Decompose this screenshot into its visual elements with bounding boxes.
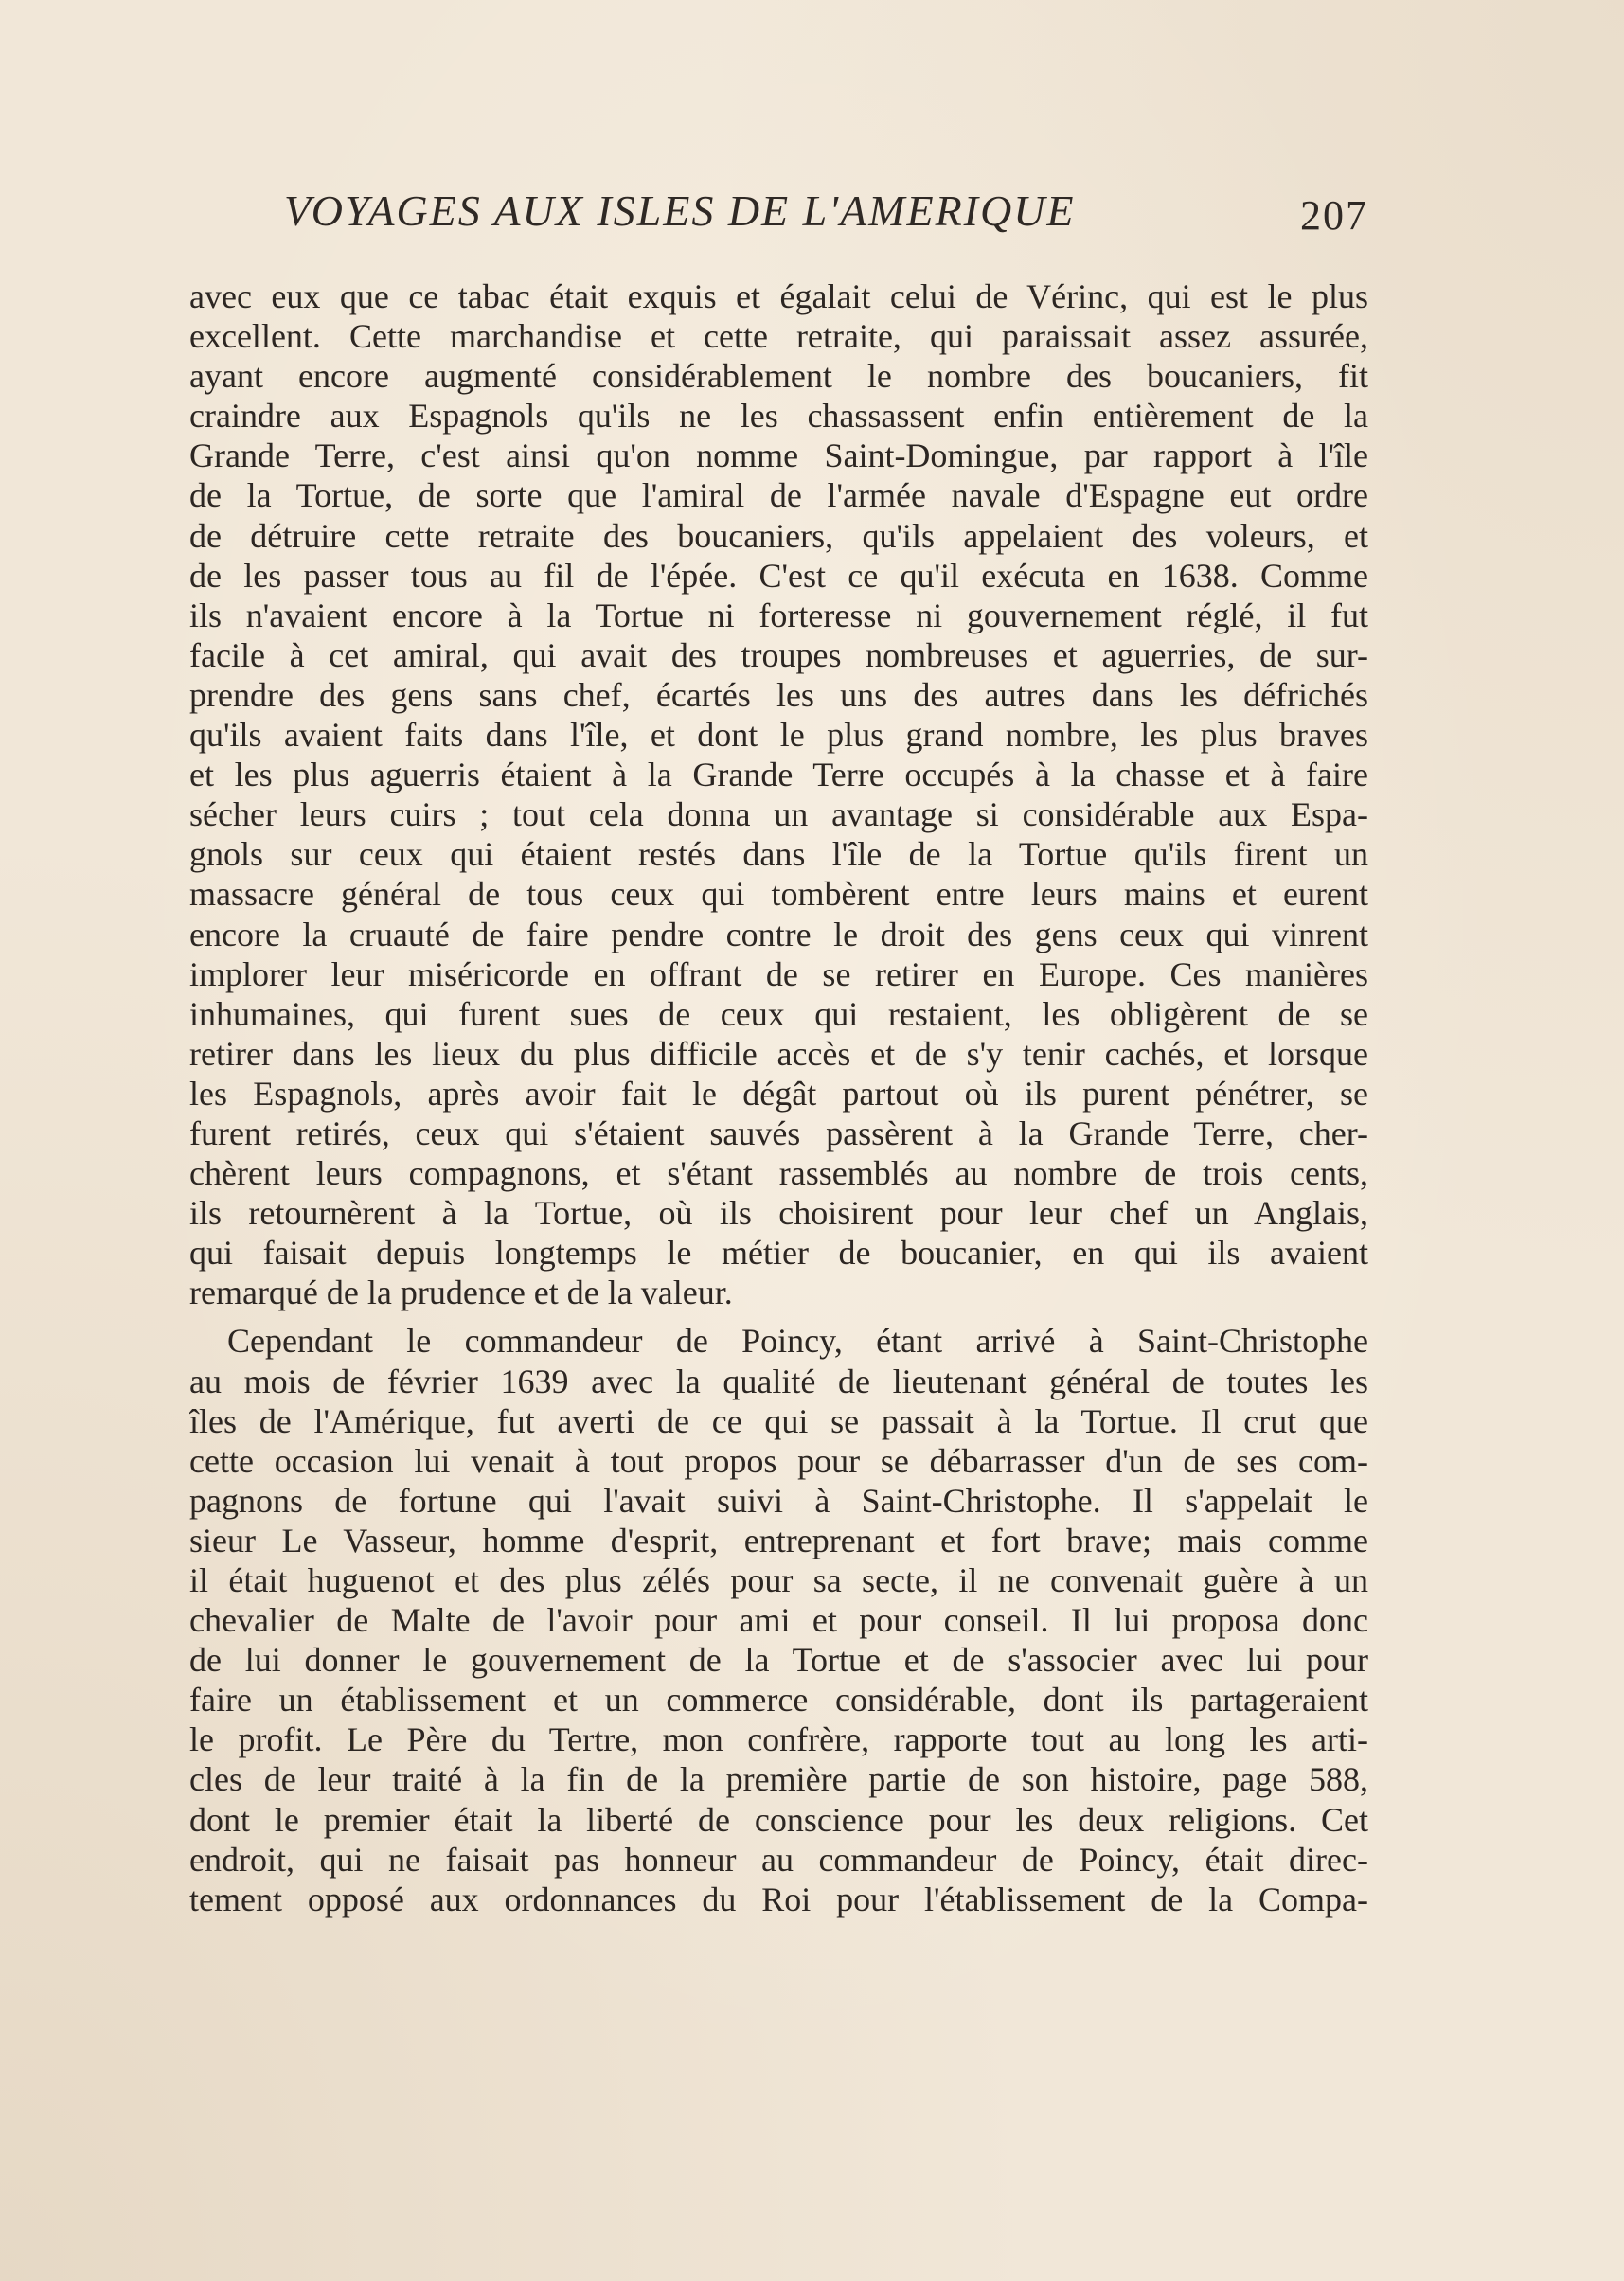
- text-line: faire un établissement et un commerce considérable, dont ils partageraient: [189, 1681, 1368, 1720]
- text-line: gnols sur ceux qui étaient restés dans l'île de la Tortue qu'ils firent un: [189, 835, 1368, 874]
- paragraph-2: [189, 1321, 1368, 1918]
- text-line: remarqué de la prudence et de la valeur.: [189, 1274, 733, 1312]
- text-line: cette occasion lui venait à tout propos pour se débarrasser d'un de ses com-: [189, 1441, 1368, 1480]
- text-line: furent retirés, ceux qui s'étaient sauvés passèrent à la Grande Terre, cher-: [189, 1114, 1368, 1152]
- text-line: il était huguenot et des plus zélés pour sa secte, il ne convenait guère à un: [189, 1561, 1368, 1599]
- text-line: le profit. Le Père du Tertre, mon confrère, rapporte tout au long les arti-: [189, 1720, 1368, 1759]
- page-number: 207: [1300, 192, 1368, 239]
- text-line: de la Tortue, de sorte que l'amiral de l'armée navale d'Espagne eut ordre: [189, 476, 1368, 515]
- text-line: ils retournèrent à la Tortue, où ils choisirent pour leur chef un Anglais,: [189, 1194, 1368, 1233]
- text-line: cles de leur traité à la fin de la première partie de son histoire, page 588,: [189, 1760, 1368, 1799]
- text-line: endroit, qui ne faisait pas honneur au commandeur de Poincy, était direc-: [189, 1840, 1368, 1879]
- text-line: tement opposé aux ordonnances du Roi pour l'établissement de la Compa-: [189, 1880, 1368, 1918]
- text-line: Cependant le commandeur de Poincy, étant arrivé à Saint-Christophe: [227, 1322, 1368, 1361]
- text-line: chèrent leurs compagnons, et s'étant rassemblés au nombre de trois cents,: [189, 1154, 1368, 1193]
- text-line: excellent. Cette marchandise et cette retraite, qui paraissait assez assurée,: [189, 317, 1368, 356]
- text-line: pagnons de fortune qui l'avait suivi à Saint-Christophe. Il s'appelait le: [189, 1481, 1368, 1520]
- text-line: qu'ils avaient faits dans l'île, et dont le plus grand nombre, les plus braves: [189, 716, 1368, 755]
- text-line: de lui donner le gouvernement de la Tortue et de s'associer avec lui pour: [189, 1641, 1368, 1680]
- text-line: encore la cruauté de faire pendre contre le droit des gens ceux qui vinrent: [189, 915, 1368, 953]
- text-line: les Espagnols, après avoir fait le dégât partout où ils purent pénétrer, se: [189, 1074, 1368, 1113]
- text-line: sieur Le Vasseur, homme d'esprit, entreprenant et fort brave; mais comme: [189, 1521, 1368, 1559]
- text-line: ayant encore augmenté considérablement le nombre des boucaniers, fit: [189, 357, 1368, 396]
- text-line: de détruire cette retraite des boucaniers, qu'ils appelaient des voleurs, et: [189, 516, 1368, 555]
- text-line: prendre des gens sans chef, écartés les uns des autres dans les défrichés: [189, 675, 1368, 714]
- text-line: ils n'avaient encore à la Tortue ni forteresse ni gouvernement réglé, il fut: [189, 596, 1368, 634]
- text-line: dont le premier était la liberté de conscience pour les deux religions. Cet: [189, 1800, 1368, 1839]
- text-line: massacre général de tous ceux qui tombèrent entre leurs mains et eurent: [189, 875, 1368, 914]
- text-line: craindre aux Espagnols qu'ils ne les chassassent enfin entièrement de la: [189, 397, 1368, 436]
- running-title: VOYAGES AUX ISLES DE L'AMERIQUE: [284, 187, 1076, 235]
- text-line: au mois de février 1639 avec la qualité de lieutenant général de toutes les: [189, 1362, 1368, 1400]
- text-line: qui faisait depuis longtemps le métier de boucanier, en qui ils avaient: [189, 1234, 1368, 1273]
- text-line: retirer dans les lieux du plus difficile accès et de s'y tenir cachés, et lorsque: [189, 1034, 1368, 1073]
- running-head: [189, 186, 1368, 242]
- text-line: avec eux que ce tabac était exquis et égalait celui de Vérinc, qui est le plus: [189, 277, 1368, 315]
- text-line: implorer leur miséricorde en offrant de se retirer en Europe. Ces manières: [189, 954, 1368, 993]
- body-text: [189, 276, 1368, 1919]
- text-line: sécher leurs cuirs ; tout cela donna un avantage si considérable aux Espa-: [189, 795, 1368, 834]
- text-line: facile à cet amiral, qui avait des troupes nombreuses et aguerries, de sur-: [189, 635, 1368, 674]
- text-line: chevalier de Malte de l'avoir pour ami et pour conseil. Il lui proposa donc: [189, 1601, 1368, 1640]
- text-line: de les passer tous au fil de l'épée. C'est ce qu'il exécuta en 1638. Comme: [189, 556, 1368, 595]
- text-line: inhumaines, qui furent sues de ceux qui restaient, les obligèrent de se: [189, 994, 1368, 1033]
- text-line: îles de l'Amérique, fut averti de ce qui se passait à la Tortue. Il crut que: [189, 1401, 1368, 1440]
- text-line: Grande Terre, c'est ainsi qu'on nomme Saint-Domingue, par rapport à l'île: [189, 437, 1368, 475]
- paragraph-1: [189, 276, 1368, 1312]
- text-line: et les plus aguerris étaient à la Grande Terre occupés à la chasse et à faire: [189, 756, 1368, 794]
